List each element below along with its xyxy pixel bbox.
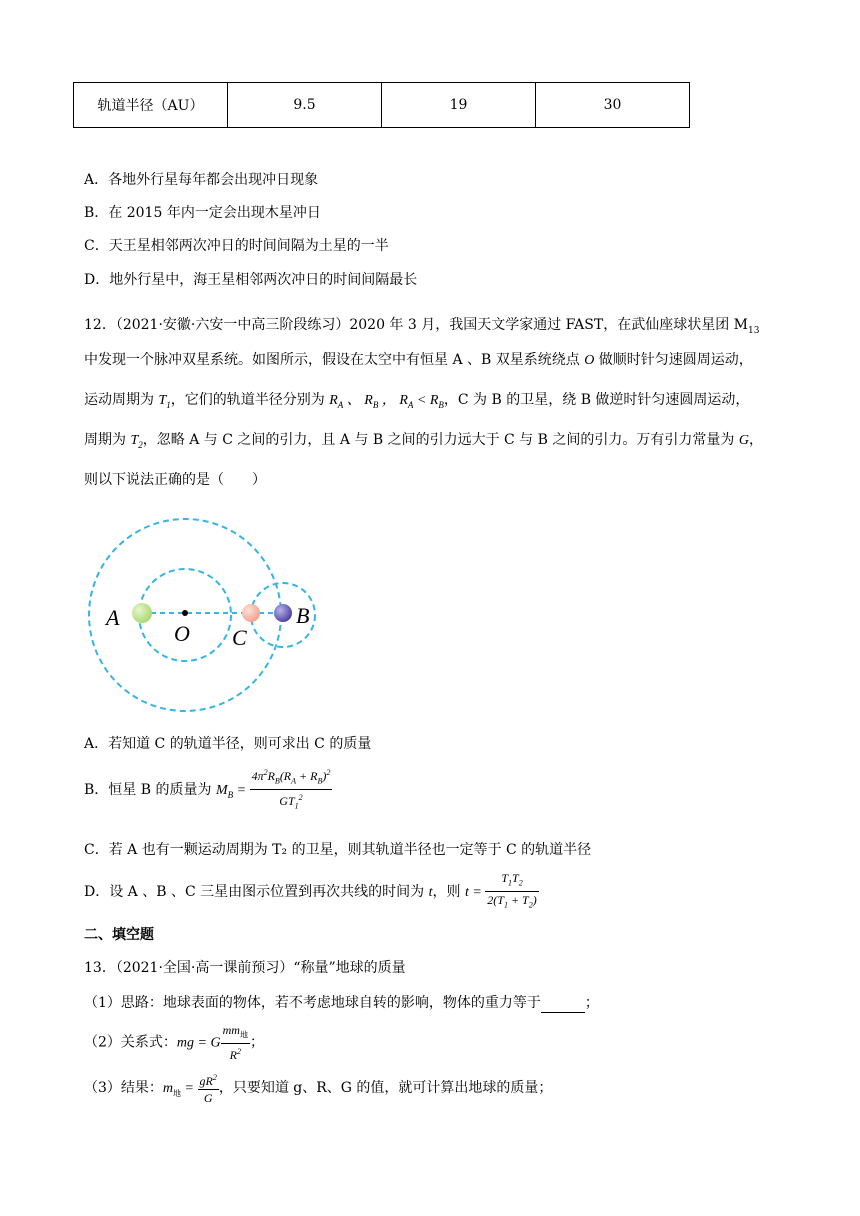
q12-line-3-text-b: ，它们的轨道半径分别为 bbox=[170, 392, 330, 408]
star-a bbox=[132, 603, 152, 623]
q12-option-a: A．若知道 C 的轨道半径，则可求出 C 的质量 bbox=[84, 736, 372, 752]
q13-line-4 bbox=[84, 1068, 552, 1108]
q13-line-3-text: （2）关系式： bbox=[84, 1034, 177, 1051]
center-o-dot bbox=[182, 610, 188, 616]
table-cell-uranus: 19 bbox=[382, 83, 536, 128]
q11-option-a: A．各地外行星每年都会出现冲日现象 bbox=[84, 172, 319, 188]
q12-option-b bbox=[84, 765, 332, 811]
q12-option-d-t: t bbox=[428, 884, 433, 900]
q12-option-d-fraction: $\frac{T_1T_2}{2(T_1 + T_2)}$ bbox=[485, 870, 538, 914]
table-cell-neptune: 30 bbox=[536, 83, 690, 128]
q12-line-4-text-a: 周期为 bbox=[84, 432, 131, 448]
q13-result-lhs: $m_地$ = bbox=[162, 1081, 198, 1098]
q11-option-d: D．地外行星中，海王星相邻两次冲日的时间间隔最长 bbox=[84, 272, 418, 288]
q13-line-3 bbox=[84, 1022, 264, 1062]
q12-line-3 bbox=[84, 390, 749, 411]
q12-line-5: 则以下说法正确的是（ ） bbox=[84, 472, 266, 488]
q13-line-3-end: ； bbox=[249, 1034, 264, 1051]
q12-t2: $T_2$ bbox=[130, 433, 143, 450]
orbit-radius-table bbox=[73, 82, 690, 128]
q11-option-b: B．在 2015 年内一定会出现木星冲日 bbox=[84, 205, 321, 221]
q12-line-2-text-b: 做顺时针匀速圆周运动， bbox=[594, 352, 753, 368]
q12-line-1-text: 12．（2021·安徽·六安一中高三阶段练习）2020 年 3 月，我国天文学家通过 FAST，在武仙座球状星团 M bbox=[84, 317, 748, 333]
label-c: C bbox=[232, 625, 247, 650]
q13-line-2-text: （1）思路：地球表面的物体，若不考虑地球自转的影响，物体的重力等于 bbox=[84, 995, 541, 1011]
table-cell-saturn: 9.5 bbox=[228, 83, 382, 128]
q12-line-3-text-a: 运动周期为 bbox=[84, 392, 159, 408]
q12-line-4-text-c: ， bbox=[748, 432, 763, 448]
q13-line-4-text: （3）结果： bbox=[84, 1080, 163, 1096]
label-o: O bbox=[174, 621, 190, 646]
q13-line-4-suffix: ，只要知道 g、R、G 的值，就可计算出地球的质量； bbox=[218, 1080, 553, 1096]
q12-option-b-fraction: $\frac{4\pi^2R_B(R_A + R_B)^2}{GT_1^2}$ bbox=[250, 765, 333, 815]
label-b: B bbox=[296, 603, 310, 628]
label-a: A bbox=[106, 605, 120, 630]
q12-option-d bbox=[84, 870, 539, 912]
q12-g-constant: G bbox=[738, 433, 749, 448]
q12-line-4-text-b: ，忽略 A 与 C 之间的引力，且 A 与 B 之间的引力远大于 C 与 B 之间的引力。万有引力常量为 bbox=[142, 432, 739, 448]
table-row-label: 轨道半径（AU） bbox=[74, 83, 228, 128]
q13-line-2 bbox=[84, 993, 599, 1013]
q12-radii: $R_A$ 、 $R_B$ ， $R_A < R_B$ bbox=[329, 393, 444, 410]
q13-line-2-end: ； bbox=[584, 995, 599, 1011]
q12-line-3-text-c: ，C 为 B 的卫星，绕 B 做逆时针匀速圆周运动， bbox=[443, 392, 750, 408]
q12-line-4 bbox=[84, 430, 763, 451]
q12-line-1 bbox=[84, 315, 759, 337]
q12-option-d-eq: t = bbox=[464, 884, 486, 900]
q12-t1: $T_1$ bbox=[158, 393, 171, 410]
table-row bbox=[74, 83, 690, 128]
q13-answer-blank[interactable] bbox=[541, 998, 585, 1013]
q13-relation-lhs: mg = G bbox=[176, 1035, 221, 1051]
q12-line-2-text-a: 中发现一个脉冲双星系统。如图所示，假设在太空中有恒星 A 、B 双星系统绕点 bbox=[84, 352, 585, 368]
q13-result-fraction: $\frac{gR^2}{G}$ bbox=[199, 1073, 217, 1105]
q12-option-c: C．若 A 也有一颗运动周期为 T₂ 的卫星，则其轨道半径也一定等于 C 的轨道半径 bbox=[84, 842, 592, 858]
q12-point-o: O bbox=[584, 353, 595, 368]
q12-option-d-text-b: ，则 bbox=[432, 883, 465, 900]
q11-option-c: C．天王星相邻两次冲日的时间间隔为土星的一半 bbox=[84, 238, 389, 254]
q13-relation-fraction: $\frac{mm_地}{R^2}$ bbox=[222, 1023, 248, 1063]
q12-m13-subscript: 13 bbox=[748, 326, 760, 336]
satellite-c bbox=[242, 604, 260, 622]
q12-line-2 bbox=[84, 350, 753, 371]
q12-option-b-text: B．恒星 B 的质量为 bbox=[84, 781, 216, 798]
binary-star-diagram bbox=[84, 510, 344, 720]
q12-option-d-text-a: D．设 A 、B 、C 三星由图示位置到再次共线的时间为 bbox=[84, 883, 429, 900]
q13-line-1: 13．（2021·全国·高一课前预习）“称量”地球的质量 bbox=[84, 960, 406, 976]
section-title-fill-in: 二、填空题 bbox=[84, 927, 154, 943]
q12-option-b-mb: $M_B$ = bbox=[215, 782, 250, 800]
star-b bbox=[274, 604, 292, 622]
